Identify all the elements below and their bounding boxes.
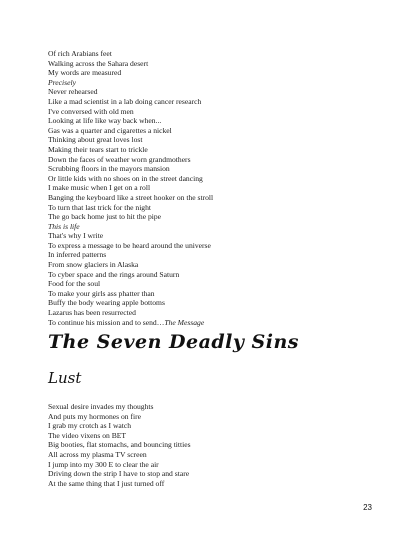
poem-line <box>48 241 388 251</box>
poem-line-text: Making their tears start to trickle <box>48 144 148 154</box>
poem-line <box>48 222 388 232</box>
poem-line-text: My words are measured <box>48 68 122 78</box>
poem-line <box>48 126 388 136</box>
poem-line-text: To make your girls ass phatter than <box>48 288 155 298</box>
poem-line-text: To turn that last trick for the night <box>48 202 152 212</box>
poem-line-text: Down the faces of weather worn grandmothers <box>48 154 191 164</box>
poem-line: I jump into my 300 E to clear the air <box>48 459 159 469</box>
poem-line-text: Looking at life like way back when... <box>48 116 162 126</box>
poem-line <box>48 135 388 145</box>
poem-line: And puts my hormones on fire <box>48 411 142 421</box>
poem-line <box>48 49 388 59</box>
poem-line <box>48 203 388 213</box>
poem-line-text: Scrubbing floors in the mayors mansion <box>48 164 170 174</box>
section-title: The Seven Deadly Sins <box>48 331 300 353</box>
poem-line <box>48 174 388 184</box>
poem-line: The video vixens on BET <box>48 430 127 440</box>
poem-line-text: Thinking about great loves lost <box>48 135 143 145</box>
page-number: 23 <box>363 503 372 512</box>
poem-line <box>48 116 388 126</box>
poem-continuation <box>48 49 388 327</box>
poem-line <box>48 155 388 165</box>
poem-line-text: In inferred patterns <box>48 250 107 260</box>
poem-line-text: To express a message to be heard around the universe <box>48 240 211 250</box>
poem-line-text: Precisely <box>48 77 76 87</box>
poem-line <box>48 231 388 241</box>
poem-line-text: This is life <box>48 221 80 231</box>
poem-line <box>48 308 388 318</box>
poem-line <box>48 193 388 203</box>
poem-line: Driving down the strip I have to stop and stare <box>48 469 190 479</box>
poem-line <box>48 270 388 280</box>
poem-line-text: From snow glaciers in Alaska <box>48 260 139 270</box>
poem-line-text: To cyber space and the rings around Saturn <box>48 269 180 279</box>
poem-line-text: The go back home just to hit the pipe <box>48 212 162 222</box>
poem-line <box>48 289 388 299</box>
poem-line-text: That's why I write <box>48 231 104 241</box>
poem-line <box>48 164 388 174</box>
poem-line-text: I've conversed with old men <box>48 106 134 116</box>
poem-line <box>48 318 388 328</box>
poem-line-text: To continue his mission and to send… <box>48 317 165 327</box>
poem-line-title-reference: The Message <box>164 317 205 327</box>
poem-line-text: Lazarus has been resurrected <box>48 308 136 318</box>
poem-line <box>48 87 388 97</box>
poem-line: I grab my crotch as I watch <box>48 421 132 431</box>
poem-line-text: Of rich Arabians feet <box>48 49 112 58</box>
poem-line <box>48 250 388 260</box>
poem-line <box>48 212 388 222</box>
poem-line <box>48 78 388 88</box>
poem-line <box>48 145 388 155</box>
poem-line <box>48 279 388 289</box>
poem-line: Big booties, flat stomachs, and bouncing titties <box>48 440 191 450</box>
poem-line-text: Food for the soul <box>48 279 101 289</box>
poem-lust <box>48 402 388 488</box>
poem-line-text: Like a mad scientist in a lab doing cancer research <box>48 96 202 106</box>
poem-line <box>48 298 388 308</box>
poem-line <box>48 107 388 117</box>
poem-line-text: Gas was a quarter and cigarettes a nickel <box>48 125 172 135</box>
poem-line-text: Or little kids with no shoes on in the street dancing <box>48 173 203 183</box>
poem-line <box>48 68 388 78</box>
poem-line: At the same thing that I just turned off <box>48 478 165 488</box>
poem-line-text: Banging the keyboard like a street hooker on the stroll <box>48 192 214 202</box>
poem-line <box>48 97 388 107</box>
poem-line: All across my plasma TV screen <box>48 449 147 459</box>
poem-line <box>48 59 388 69</box>
poem-line <box>48 183 388 193</box>
poem-line-text: Never rehearsed <box>48 87 98 97</box>
poem-line: Sexual desire invades my thoughts <box>48 402 154 411</box>
poem-line <box>48 260 388 270</box>
poem-line-text: Walking across the Sahara desert <box>48 58 149 68</box>
poem-line-text: I make music when I get on a roll <box>48 183 151 193</box>
subsection-title: Lust <box>48 369 82 387</box>
poem-line-text: Buffy the body wearing apple bottoms <box>48 298 165 308</box>
